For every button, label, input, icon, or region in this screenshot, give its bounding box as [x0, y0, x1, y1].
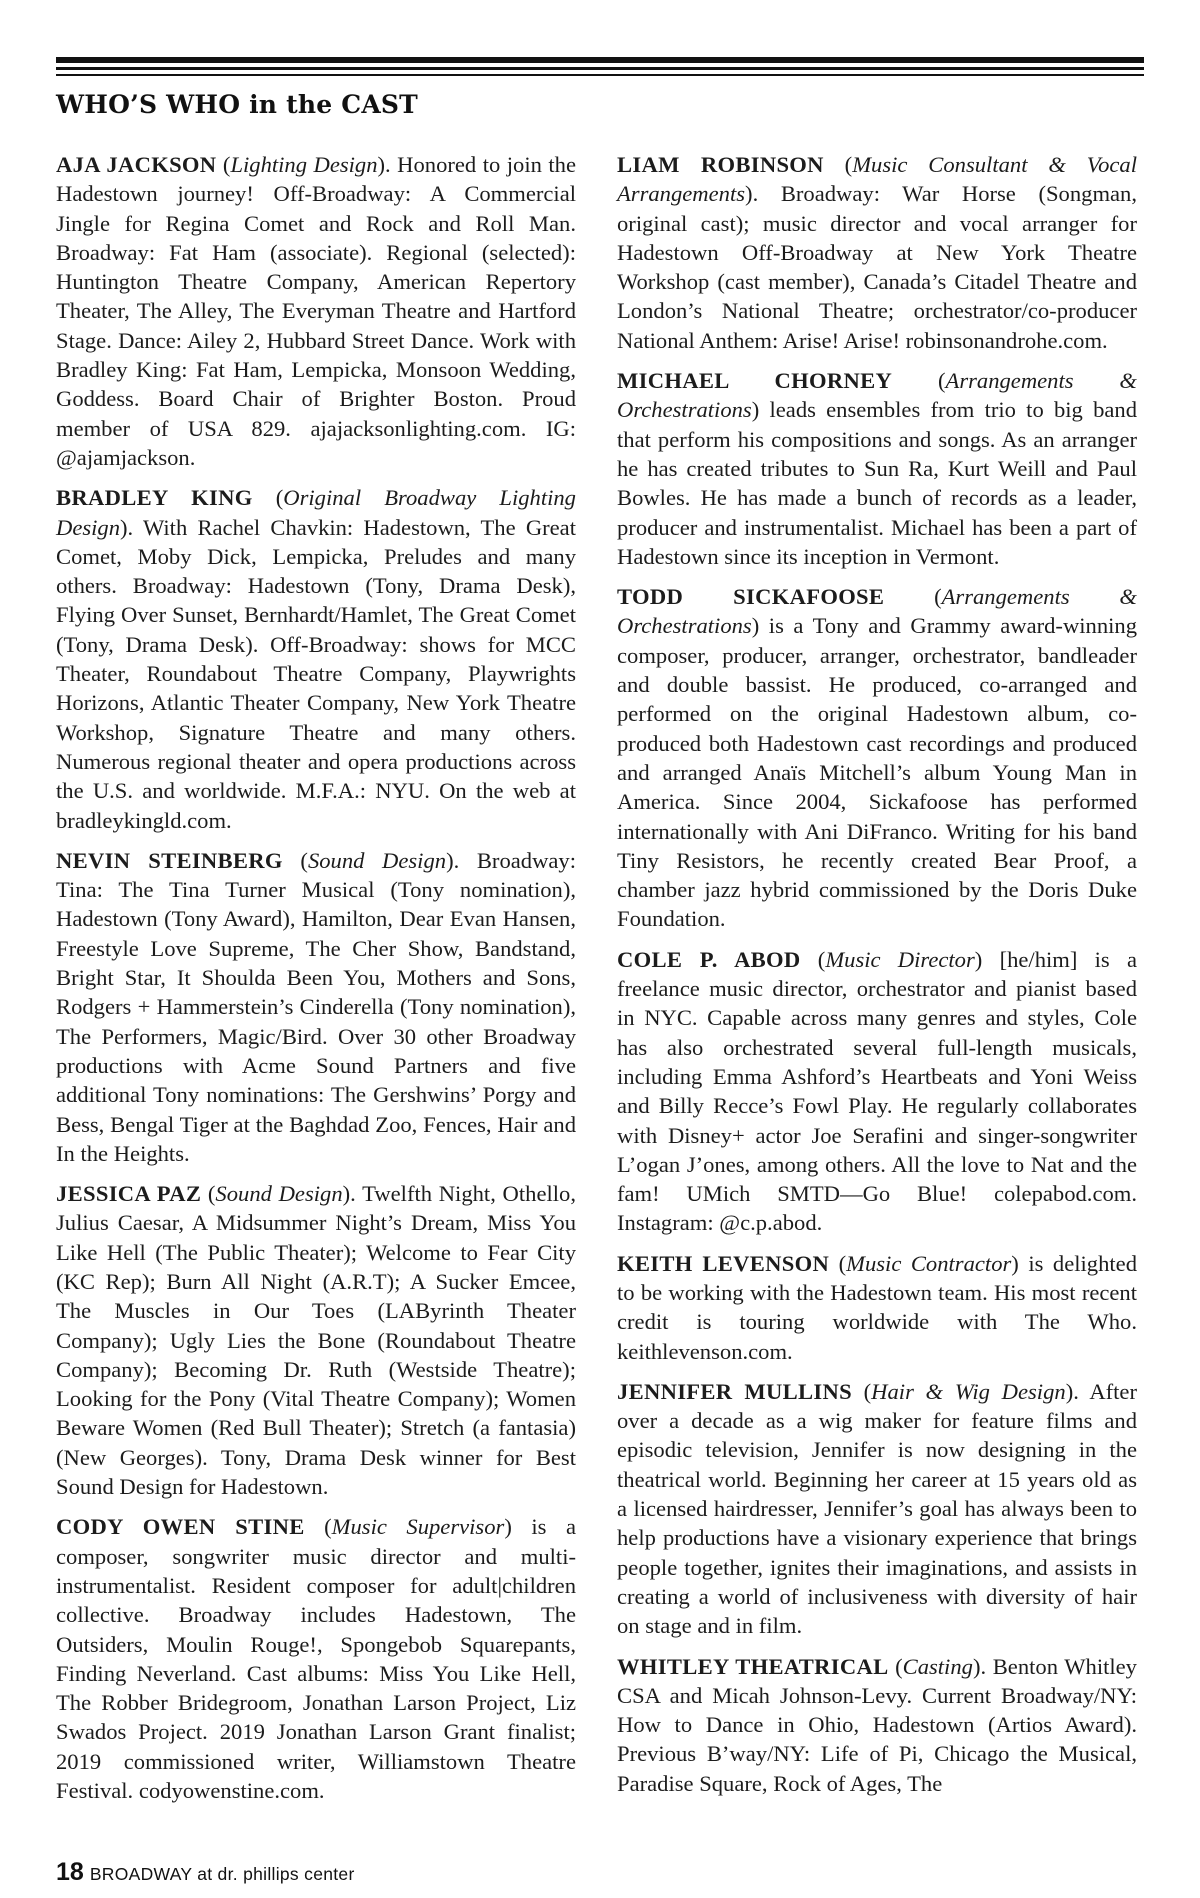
bio-entry: NEVIN STEINBERG (Sound Design). Broadway: Tina: The Tina Turner Musical (Tony nomination), Hadestown (Tony Award), Hamilton, Dear Evan Hansen, Freestyle Love Supreme, The Cher Show, Bandstand, Bright Star, It Shoulda Been You, Mothers and Sons, Rodgers + Hammerstein’s Cinderella (Tony nomination), The Performers, Magic/Bird. Over 30 other Broadway productions with Acme Sound Partners and five additional Tony nominations: The Gershwins’ Porgy and Bess, Bengal Tiger at the Baghdad Zoo, Fences, Hair and In the Heights.: [56, 847, 576, 1166]
page-footer: [56, 1858, 355, 1887]
bio-text: . Broadway: War Horse (Songman, original cast); music director and vocal arranger for Hadestown Off-Broadway at New York Theatre Workshop (cast member), Canada’s Citadel Theatre and London’s National Theatre; orchestrator/co-producer National Anthem: Arise! Arise! robinsonandrohe.com.: [617, 181, 1137, 353]
bio-entry: JENNIFER MULLINS (Hair & Wig Design). After over a decade as a wig maker for feature films and episodic television, Jennifer is now designing in the theatrical world. Beginning her career at 15 years old as a licensed hairdresser, Jennifer’s goal has always been to help productions have a visionary experience that brings people together, ignites their imaginations, and assists in creating a world of inclusiveness with diversity of hair on stage and in film.: [617, 1378, 1137, 1639]
bio-entry: WHITLEY THEATRICAL (Casting). Benton Whitley CSA and Micah Johnson-Levy. Current Broadway/NY: How to Dance in Ohio, Hadestown (Artios Award). Previous B’way/NY: Life of Pi, Chicago the Musical, Paradise Square, Rock of Ages, The: [617, 1653, 1137, 1796]
person-role: Music Director: [825, 946, 975, 972]
person-role: Original Broadway Lighting Design: [56, 485, 576, 540]
bio-entry: TODD SICKAFOOSE (Arrangements & Orchestrations) is a Tony and Grammy award-winning composer, producer, arranger, orchestrator, bandleader and double bassist. He produced, co-arranged and performed on the original Hadestown album, co-produced both Hadestown cast recordings and produced and arranged Anaïs Mitchell’s album Young Man in America. Since 2004, Sickafoose has performed internationally with Ani DiFranco. Writing for his band Tiny Resistors, he recently created Bear Proof, a chamber jazz hybrid commissioned by the Doris Duke Foundation.: [617, 584, 1137, 932]
bio-entry: KEITH LEVENSON (Music Contractor) is delighted to be working with the Hadestown team. His most recent credit is touring worldwide with The Who. keithlevenson.com.: [617, 1250, 1137, 1364]
bio-text: . Benton Whitley CSA and Micah Johnson-Levy. Current Broadway/NY: How to Dance in Ohio, Hadestown (Artios Award). Previous B’way/NY: Life of Pi, Chicago the Musical, Paradise Square, Rock of Ages, The: [617, 1653, 1137, 1796]
bio-text: is a composer, songwriter music director and multi-instrumentalist. Resident composer for adult|children collective. Broadway includes Hadestown, The Outsiders, Moulin Rouge!, Spongebob Squarepants, Finding Neverland. Cast albums: Miss You Like Hell, The Robber Bridegroom, Jonathan Larson Project, Liz Swados Project. 2019 Jonathan Larson Grant finalist; 2019 commissioned writer, Williamstown Theatre Festival. codyowenstine.com.: [56, 1514, 576, 1804]
header-rule-thin: [56, 74, 1144, 76]
bio-text: . After over a decade as a wig maker for feature films and episodic television, Jennifer is now designing in the theatrical world. Beginning her career at 15 years old as a licensed hairdresser, Jennifer’s goal has always been to help productions have a visionary experience that brings people together, ignites their imaginations, and assists in creating a world of inclusiveness with diversity of hair on stage and in film.: [617, 1378, 1137, 1639]
bio-text: is delighted to be working with the Hadestown team. His most recent credit is touring worldwide with The Who. keithlevenson.com.: [617, 1250, 1137, 1364]
person-role: Sound Design: [307, 847, 447, 873]
person-role: Arrangements & Orchestrations: [617, 584, 1137, 639]
person-role: Arrangements & Orchestrations: [617, 368, 1137, 423]
right-column: [617, 150, 1137, 1809]
person-name: NEVIN STEINBERG: [56, 847, 283, 873]
bio-entry: COLE P. ABOD (Music Director) [he/him] is a freelance music director, orchestrator and pianist based in NYC. Capable across many genres and styles, Cole has also orchestrated several full-length musicals, including Emma Ashford’s Heartbeats and Yoni Weiss and Billy Recce’s Fowl Play. He regularly collaborates with Disney+ actor Joe Serafini and singer-songwriter L’ogan J’ones, among others. All the love to Nat and the fam! UMich SMTD—Go Blue! colepabod.com. Instagram: @c.p.abod.: [617, 946, 1137, 1236]
person-name: BRADLEY KING: [56, 485, 253, 511]
left-column: [56, 150, 576, 1816]
person-name: AJA JACKSON: [56, 152, 217, 177]
bio-text: . Twelfth Night, Othello, Julius Caesar, A Midsummer Night’s Dream, Miss You Like Hell (The Public Theater); Welcome to Fear City (KC Rep); Burn All Night (A.R.T); A Sucker Emcee, The Muscles in Our Toes (LAByrinth Theater Company); Ugly Lies the Bone (Roundabout Theatre Company); Becoming Dr. Ruth (Westside Theatre); Looking for the Pony (Vital Theatre Company); Women Beware Women (Red Bull Theater); Stretch (a fantasia) (New Georges). Tony, Drama Desk winner for Best Sound Design for Hadestown.: [56, 1181, 576, 1500]
person-name: JESSICA PAZ: [56, 1181, 202, 1207]
bio-text: is a Tony and Grammy award-winning composer, producer, arranger, orchestrator, bandleader and double bassist. He produced, co-arranged and performed on the original Hadestown album, co-produced both Hadestown cast recordings and produced and arranged Anaïs Mitchell’s album Young Man in America. Since 2004, Sickafoose has performed internationally with Ani DiFranco. Writing for his band Tiny Resistors, he recently created Bear Proof, a chamber jazz hybrid commissioned by the Doris Duke Foundation.: [617, 613, 1137, 932]
bio-entry: MICHAEL CHORNEY (Arrangements & Orchestrations) leads ensembles from trio to big band that perform his compositions and songs. As an arranger he has created tributes to Sun Ra, Kurt Weill and Paul Bowles. He has made a bunch of records as a leader, producer and instrumentalist. Michael has been a part of Hadestown since its inception in Vermont.: [617, 368, 1137, 569]
person-name: JENNIFER MULLINS: [617, 1378, 852, 1404]
header-rule-medium: [56, 67, 1144, 70]
person-name: MICHAEL CHORNEY: [617, 368, 893, 394]
person-role: Hair & Wig Design: [871, 1378, 1066, 1404]
bio-text: leads ensembles from trio to big band that perform his compositions and songs. As an arranger he has created tributes to Sun Ra, Kurt Weill and Paul Bowles. He has made a bunch of records as a leader, producer and instrumentalist. Michael has been a part of Hadestown since its inception in Vermont.: [617, 397, 1137, 569]
bio-text: . Broadway: Tina: The Tina Turner Musical (Tony nomination), Hadestown (Tony Award), Hamilton, Dear Evan Hansen, Freestyle Love Supreme, The Cher Show, Bandstand, Bright Star, It Shoulda Been You, Mothers and Sons, Rodgers + Hammerstein’s Cinderella (Tony nomination), The Performers, Magic/Bird. Over 30 other Broadway productions with Acme Sound Partners and five additional Tony nominations: The Gershwins’ Porgy and Bess, Bengal Tiger at the Baghdad Zoo, Fences, Hair and In the Heights.: [56, 847, 576, 1166]
person-name: WHITLEY THEATRICAL: [617, 1653, 889, 1679]
person-name: LIAM ROBINSON: [617, 152, 824, 177]
bio-text: [he/him] is a freelance music director, orchestrator and pianist based in NYC. Capable across many genres and styles, Cole has also orchestrated several full-length musicals, including Emma Ashford’s Heartbeats and Yoni Weiss and Billy Recce’s Fowl Play. He regularly collaborates with Disney+ actor Joe Serafini and singer-songwriter L’ogan J’ones, among others. All the love to Nat and the fam! UMich SMTD—Go Blue! colepabod.com. Instagram: @c.p.abod.: [617, 946, 1137, 1236]
bio-entry: JESSICA PAZ (Sound Design). Twelfth Night, Othello, Julius Caesar, A Midsummer Night’s Dream, Miss You Like Hell (The Public Theater); Welcome to Fear City (KC Rep); Burn All Night (A.R.T); A Sucker Emcee, The Muscles in Our Toes (LAByrinth Theater Company); Ugly Lies the Bone (Roundabout Theatre Company); Becoming Dr. Ruth (Westside Theatre); Looking for the Pony (Vital Theatre Company); Women Beware Women (Red Bull Theater); Stretch (a fantasia) (New Georges). Tony, Drama Desk winner for Best Sound Design for Hadestown.: [56, 1181, 576, 1500]
person-name: TODD SICKAFOOSE: [617, 584, 885, 610]
person-role: Lighting Design: [230, 152, 378, 177]
bio-text: . With Rachel Chavkin: Hadestown, The Great Comet, Moby Dick, Lempicka, Preludes and many others. Broadway: Hadestown (Tony, Drama Desk), Flying Over Sunset, Bernhardt/Hamlet, The Great Comet (Tony, Drama Desk). Off-Broadway: shows for MCC Theater, Roundabout Theatre Company, Playwrights Horizons, Atlantic Theater Company, New York Theatre Workshop, Signature Theatre and many others. Numerous regional theater and opera productions across the U.S. and worldwide. M.F.A.: NYU. On the web at bradleykingld.com.: [56, 514, 576, 833]
person-role: Music Consultant & Vocal Arrangements: [617, 152, 1138, 207]
page-number: 18: [56, 1858, 84, 1886]
bio-entry: CODY OWEN STINE (Music Supervisor) is a composer, songwriter music director and multi-instrumentalist. Resident composer for adult|children collective. Broadway includes Hadestown, The Outsiders, Moulin Rouge!, Spongebob Squarepants, Finding Neverland. Cast albums: Miss You Like Hell, The Robber Bridegroom, Jonathan Larson Project, Liz Swados Project. 2019 Jonathan Larson Grant finalist; 2019 commissioned writer, Williamstown Theatre Festival. codyowenstine.com.: [56, 1514, 576, 1804]
person-role: Sound Design: [215, 1181, 343, 1207]
person-name: KEITH LEVENSON: [617, 1250, 830, 1276]
person-name: COLE P. ABOD: [617, 946, 801, 972]
publication-name: BROADWAY at dr. phillips center: [89, 1864, 355, 1884]
person-name: CODY OWEN STINE: [56, 1514, 305, 1540]
person-role: Music Contractor: [846, 1250, 1012, 1276]
header-rule-thick: [56, 57, 1144, 63]
person-role: Music Supervisor: [331, 1514, 505, 1540]
bio-text: . Honored to join the Hadestown journey! Off-Broadway: A Commercial Jingle for Regina Comet and Rock and Roll Man. Broadway: Fat Ham (associate). Regional (selected): Huntington Theatre Company, American Repertory Theater, The Alley, The Everyman Theatre and Hartford Stage. Dance: Ailey 2, Hubbard Street Dance. Work with Bradley King: Fat Ham, Lempicka, Monsoon Wedding, Goddess. Board Chair of Brighter Boston. Proud member of USA 829. ajajacksonlighting.com. IG: @ajamjackson.: [56, 152, 576, 470]
person-role: Casting: [902, 1653, 973, 1679]
bio-entry: BRADLEY KING (Original Broadway Lighting Design). With Rachel Chavkin: Hadestown, The Great Comet, Moby Dick, Lempicka, Preludes and many others. Broadway: Hadestown (Tony, Drama Desk), Flying Over Sunset, Bernhardt/Hamlet, The Great Comet (Tony, Drama Desk). Off-Broadway: shows for MCC Theater, Roundabout Theatre Company, Playwrights Horizons, Atlantic Theater Company, New York Theatre Workshop, Signature Theatre and many others. Numerous regional theater and opera productions across the U.S. and worldwide. M.F.A.: NYU. On the web at bradleykingld.com.: [56, 485, 576, 833]
bio-entry: AJA JACKSON (Lighting Design). Honored to join the Hadestown journey! Off-Broadway: A Commercial Jingle for Regina Comet and Rock and Roll Man. Broadway: Fat Ham (associate). Regional (selected): Huntington Theatre Company, American Repertory Theater, The Alley, The Everyman Theatre and Hartford Stage. Dance: Ailey 2, Hubbard Street Dance. Work with Bradley King: Fat Ham, Lempicka, Monsoon Wedding, Goddess. Board Chair of Brighter Boston. Proud member of USA 829. ajajacksonlighting.com. IG: @ajamjackson.: [56, 152, 576, 470]
bio-entry: LIAM ROBINSON (Music Consultant & Vocal Arrangements). Broadway: War Horse (Songman, original cast); music director and vocal arranger for Hadestown Off-Broadway at New York Theatre Workshop (cast member), Canada’s Citadel Theatre and London’s National Theatre; orchestrator/co-producer National Anthem: Arise! Arise! robinsonandrohe.com.: [617, 152, 1138, 353]
page-title: WHO’S WHO in the CAST: [56, 90, 418, 119]
